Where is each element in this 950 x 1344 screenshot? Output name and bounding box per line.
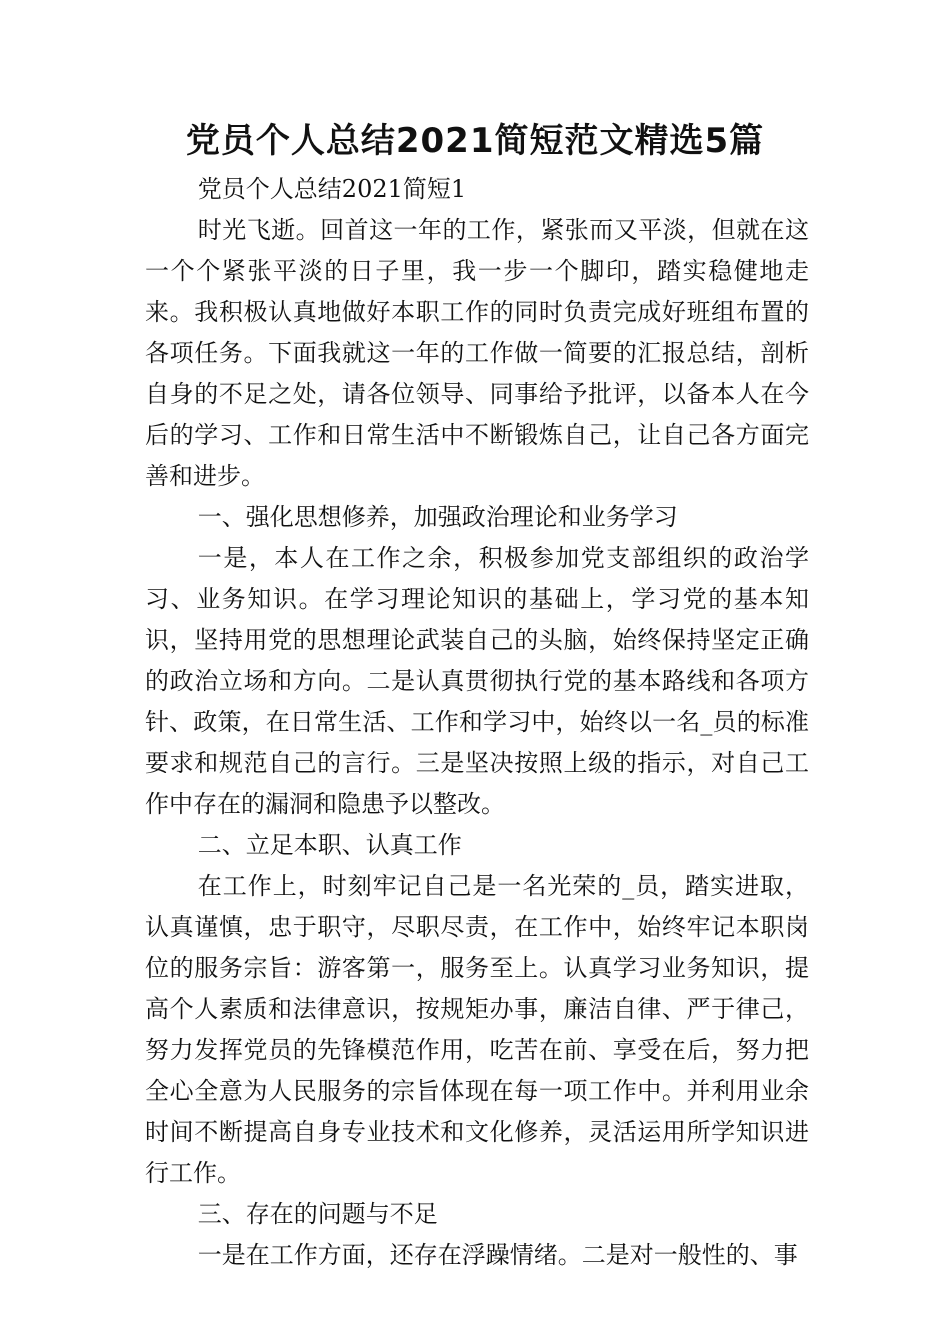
body-paragraph: 一是在工作方面，还存在浮躁情绪。二是对一般性的、事 [197, 1241, 798, 1269]
document-body [145, 169, 809, 1276]
body-paragraph: 时光飞逝。回首这一年的工作，紧张而又平淡，但就在这一个个紧张平淡的日子里，我一步一个脚印，踏实稳健地走来。我积极认真地做好本职工作的同时负责完成好班组布置的各项任务。下面我就这一年的工作做一简要的汇报总结，剖析自身的不足之处，请各位领导、同事给予批评，以备本人在今后的学习、工作和日常生活中不断锻炼自己，让自己各方面完善和进步。 [145, 216, 809, 490]
subtitle-paragraph: 党员个人总结2021简短1 [197, 175, 467, 203]
section-heading: 二、立足本职、认真工作 [197, 831, 462, 859]
body-paragraph: 一是，本人在工作之余，积极参加党支部组织的政治学习、业务知识。在学习理论知识的基础上，学习党的基本知识，坚持用党的思想理论武装自己的头脑，始终保持坚定正确的政治立场和方向。二是认真贯彻执行党的基本路线和各项方针、政策，在日常生活、工作和学习中，始终以一名_员的标准要求和规范自己的言行。三是坚决按照上级的指示，对自己工作中存在的漏洞和隐患予以整改。 [145, 544, 809, 818]
section-heading: 一、强化思想修养，加强政治理论和业务学习 [197, 503, 678, 531]
body-paragraph: 在工作上，时刻牢记自己是一名光荣的_员，踏实进取，认真谨慎，忠于职守，尽职尽责，在工作中，始终牢记本职岗位的服务宗旨：游客第一，服务至上。认真学习业务知识，提高个人素质和法律意识，按规矩办事，廉洁自律、严于律己，努力发挥党员的先锋模范作用，吃苦在前、享受在后，努力把全心全意为人民服务的宗旨体现在每一项工作中。并利用业余时间不断提高自身专业技术和文化修养，灵活运用所学知识进行工作。 [145, 872, 809, 1187]
document-title: 党员个人总结2021简短范文精选5篇 [185, 121, 765, 161]
section-heading: 三、存在的问题与不足 [197, 1200, 438, 1228]
